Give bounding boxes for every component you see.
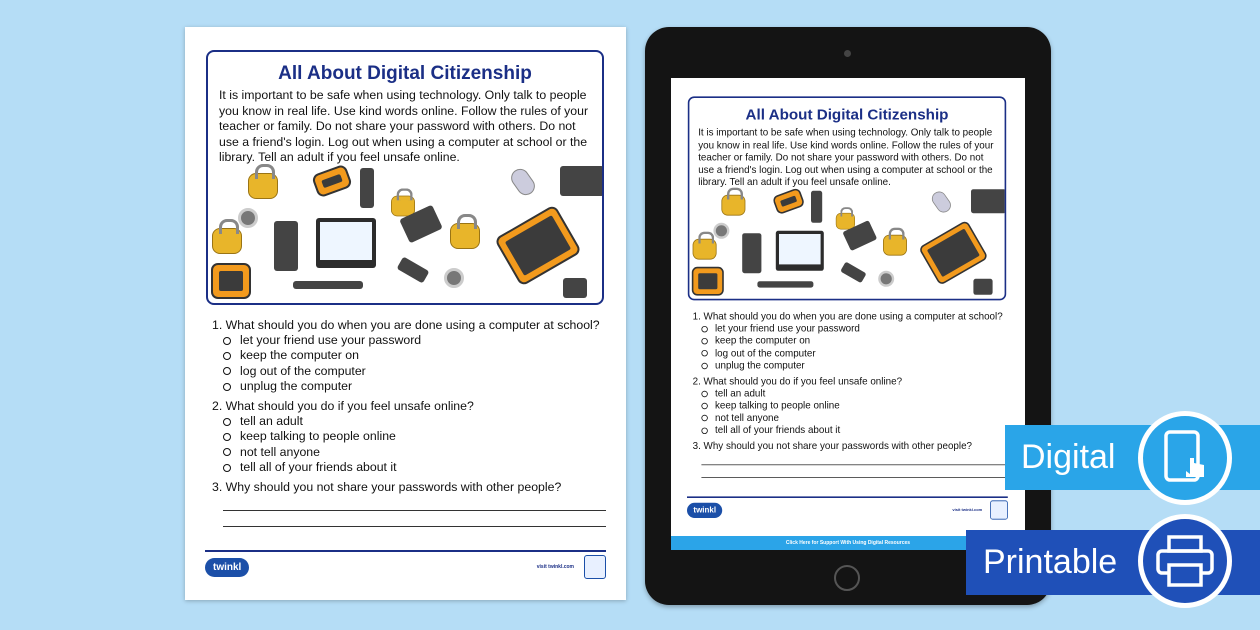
monitor-icon <box>316 218 376 268</box>
info-box <box>688 96 1006 300</box>
printable-worksheet <box>185 27 626 600</box>
radio-icon[interactable] <box>223 418 231 426</box>
radio-icon[interactable] <box>701 427 707 433</box>
answer-line[interactable] <box>223 511 606 527</box>
monitor-icon <box>776 231 824 271</box>
worksheet-intro: It is important to be safe when using technology. Only talk to people you know in real life. Use kind words online. Follow the rules of your teacher or family. Do not share your password with others. Do not use a friend's login. Log out when using a computer at school or the library. Tell an adult if you feel unsafe online. <box>219 88 589 164</box>
answer-option[interactable] <box>212 379 606 394</box>
keyboard-icon <box>757 281 813 287</box>
twinkl-logo: twinkl <box>687 503 722 518</box>
answer-option[interactable] <box>693 360 1008 372</box>
answer-line[interactable] <box>701 466 1007 479</box>
laptop-icon <box>560 166 604 196</box>
answer-option[interactable] <box>693 400 1008 412</box>
option-label: log out of the computer <box>715 347 816 359</box>
technology-illustration <box>208 163 602 303</box>
option-label: let your friend use your password <box>715 322 860 334</box>
question-text: 3. Why should you not share your passwords with other people? <box>692 440 973 452</box>
monitor-icon <box>973 279 992 295</box>
option-label: log out of the computer <box>240 363 366 378</box>
option-label: unplug the computer <box>240 378 353 393</box>
radio-icon[interactable] <box>701 415 707 421</box>
tablet-screen <box>671 78 1025 550</box>
answer-option[interactable] <box>693 388 1008 400</box>
webcam-icon <box>713 223 729 239</box>
answer-option[interactable] <box>693 323 1008 335</box>
question-text: 1. What should you do when you are done using a computer at school? <box>212 318 600 332</box>
printable-tag <box>966 530 1260 595</box>
digital-label: Digital <box>1021 438 1116 476</box>
mouse-icon <box>929 189 954 216</box>
option-label: tell an adult <box>715 387 766 399</box>
radio-icon[interactable] <box>701 403 707 409</box>
answer-option[interactable] <box>212 429 606 444</box>
info-box <box>206 50 604 305</box>
worksheet-title: All About Digital Citizenship <box>745 106 949 124</box>
padlock-icon <box>721 195 745 216</box>
site-url: visit twinkl.com <box>952 507 983 513</box>
webcam-icon <box>444 268 464 288</box>
radio-icon[interactable] <box>701 391 707 397</box>
twinkl-logo: twinkl <box>205 558 249 577</box>
computer-tower-icon <box>274 221 298 271</box>
answer-option[interactable] <box>212 414 606 429</box>
radio-icon[interactable] <box>223 337 231 345</box>
answer-line[interactable] <box>223 495 606 511</box>
laptop-icon <box>971 189 1006 213</box>
tablet-icon <box>918 220 988 286</box>
answer-option[interactable] <box>693 335 1008 347</box>
answer-option[interactable] <box>693 347 1008 359</box>
webcam-icon <box>238 208 258 228</box>
question-3 <box>693 440 1008 478</box>
printer-icon <box>1138 514 1232 608</box>
radio-icon[interactable] <box>223 367 231 375</box>
answer-option[interactable] <box>693 412 1008 424</box>
question-2 <box>212 398 606 475</box>
digital-worksheet <box>671 78 1024 536</box>
tablet-icon <box>494 204 582 287</box>
webcam-icon <box>878 271 894 287</box>
question-text: 2. What should you do if you feel unsafe online? <box>212 399 474 414</box>
worksheet-intro: It is important to be safe when using technology. Only talk to people you know in real life. Use kind words online. Follow the rules of your teacher or family. Do not share your password with others. Do not use a friend's login. Log out when using a computer at school or the library. Tell an adult if you feel unsafe online. <box>698 126 994 188</box>
radio-icon[interactable] <box>701 338 707 344</box>
padlock-icon <box>883 235 907 256</box>
radio-icon[interactable] <box>223 352 231 360</box>
answer-option[interactable] <box>212 460 606 475</box>
radio-icon[interactable] <box>223 383 231 391</box>
tablet-icon <box>311 164 353 199</box>
questions <box>212 317 606 531</box>
option-label: keep talking to people online <box>240 429 396 444</box>
keyboard-icon <box>293 281 363 289</box>
tablet-icon <box>772 187 806 215</box>
printable-label: Printable <box>983 543 1118 581</box>
questions <box>693 310 1008 482</box>
phone-icon <box>840 262 866 284</box>
tablet-device <box>645 27 1051 605</box>
answer-option[interactable] <box>212 348 606 363</box>
tablet-icon <box>692 267 724 296</box>
question-3 <box>212 479 606 527</box>
quality-badge-icon <box>584 555 606 579</box>
site-url: visit twinkl.com <box>536 564 574 570</box>
monitor-icon <box>563 278 587 298</box>
worksheet-footer <box>205 550 606 580</box>
answer-option[interactable] <box>693 424 1008 436</box>
mouse-icon <box>508 165 539 198</box>
tablet-touch-icon <box>1138 411 1232 505</box>
option-label: not tell anyone <box>240 444 320 459</box>
question-text: 1. What should you do when you are done using a computer at school? <box>692 310 1003 322</box>
radio-icon[interactable] <box>223 464 231 472</box>
question-text: 3. Why should you not share your passwords with other people? <box>212 480 562 495</box>
answer-option[interactable] <box>212 445 606 460</box>
radio-icon[interactable] <box>701 350 707 356</box>
quality-badge-icon <box>990 500 1008 519</box>
radio-icon[interactable] <box>223 448 231 456</box>
camera-icon <box>844 50 851 57</box>
option-label: keep the computer on <box>715 335 811 347</box>
option-label: let your friend use your password <box>240 333 422 347</box>
padlock-icon <box>450 223 480 249</box>
option-label: keep the computer on <box>240 348 359 363</box>
answer-line[interactable] <box>701 453 1007 466</box>
option-label: tell all of your friends about it <box>715 424 841 436</box>
phone-icon <box>397 256 430 283</box>
digital-tag <box>1005 425 1260 490</box>
phone-icon <box>811 191 822 223</box>
question-1 <box>693 310 1008 372</box>
home-button[interactable] <box>834 565 860 591</box>
radio-icon[interactable] <box>223 433 231 441</box>
question-2 <box>693 375 1008 437</box>
radio-icon[interactable] <box>701 326 707 332</box>
tablet-icon <box>211 263 251 299</box>
option-label: tell all of your friends about it <box>240 460 397 475</box>
worksheet <box>185 27 626 600</box>
radio-icon[interactable] <box>701 362 707 368</box>
phone-icon <box>360 168 374 208</box>
option-label: keep talking to people online <box>715 399 840 412</box>
worksheet-footer <box>687 496 1008 520</box>
option-label: tell an adult <box>240 414 303 429</box>
question-text: 2. What should you do if you feel unsafe online? <box>692 375 903 387</box>
answer-option[interactable] <box>212 333 606 348</box>
padlock-icon <box>693 239 717 260</box>
question-1 <box>212 317 606 394</box>
computer-tower-icon <box>742 233 761 273</box>
option-label: not tell anyone <box>715 412 779 424</box>
answer-option[interactable] <box>212 364 606 379</box>
option-label: unplug the computer <box>715 359 805 371</box>
padlock-icon <box>248 173 278 199</box>
support-link[interactable]: Click Here for Support With Using Digital Resources <box>671 536 1025 550</box>
padlock-icon <box>212 228 242 254</box>
technology-illustration <box>689 187 1004 299</box>
worksheet-title: All About Digital Citizenship <box>278 63 532 84</box>
